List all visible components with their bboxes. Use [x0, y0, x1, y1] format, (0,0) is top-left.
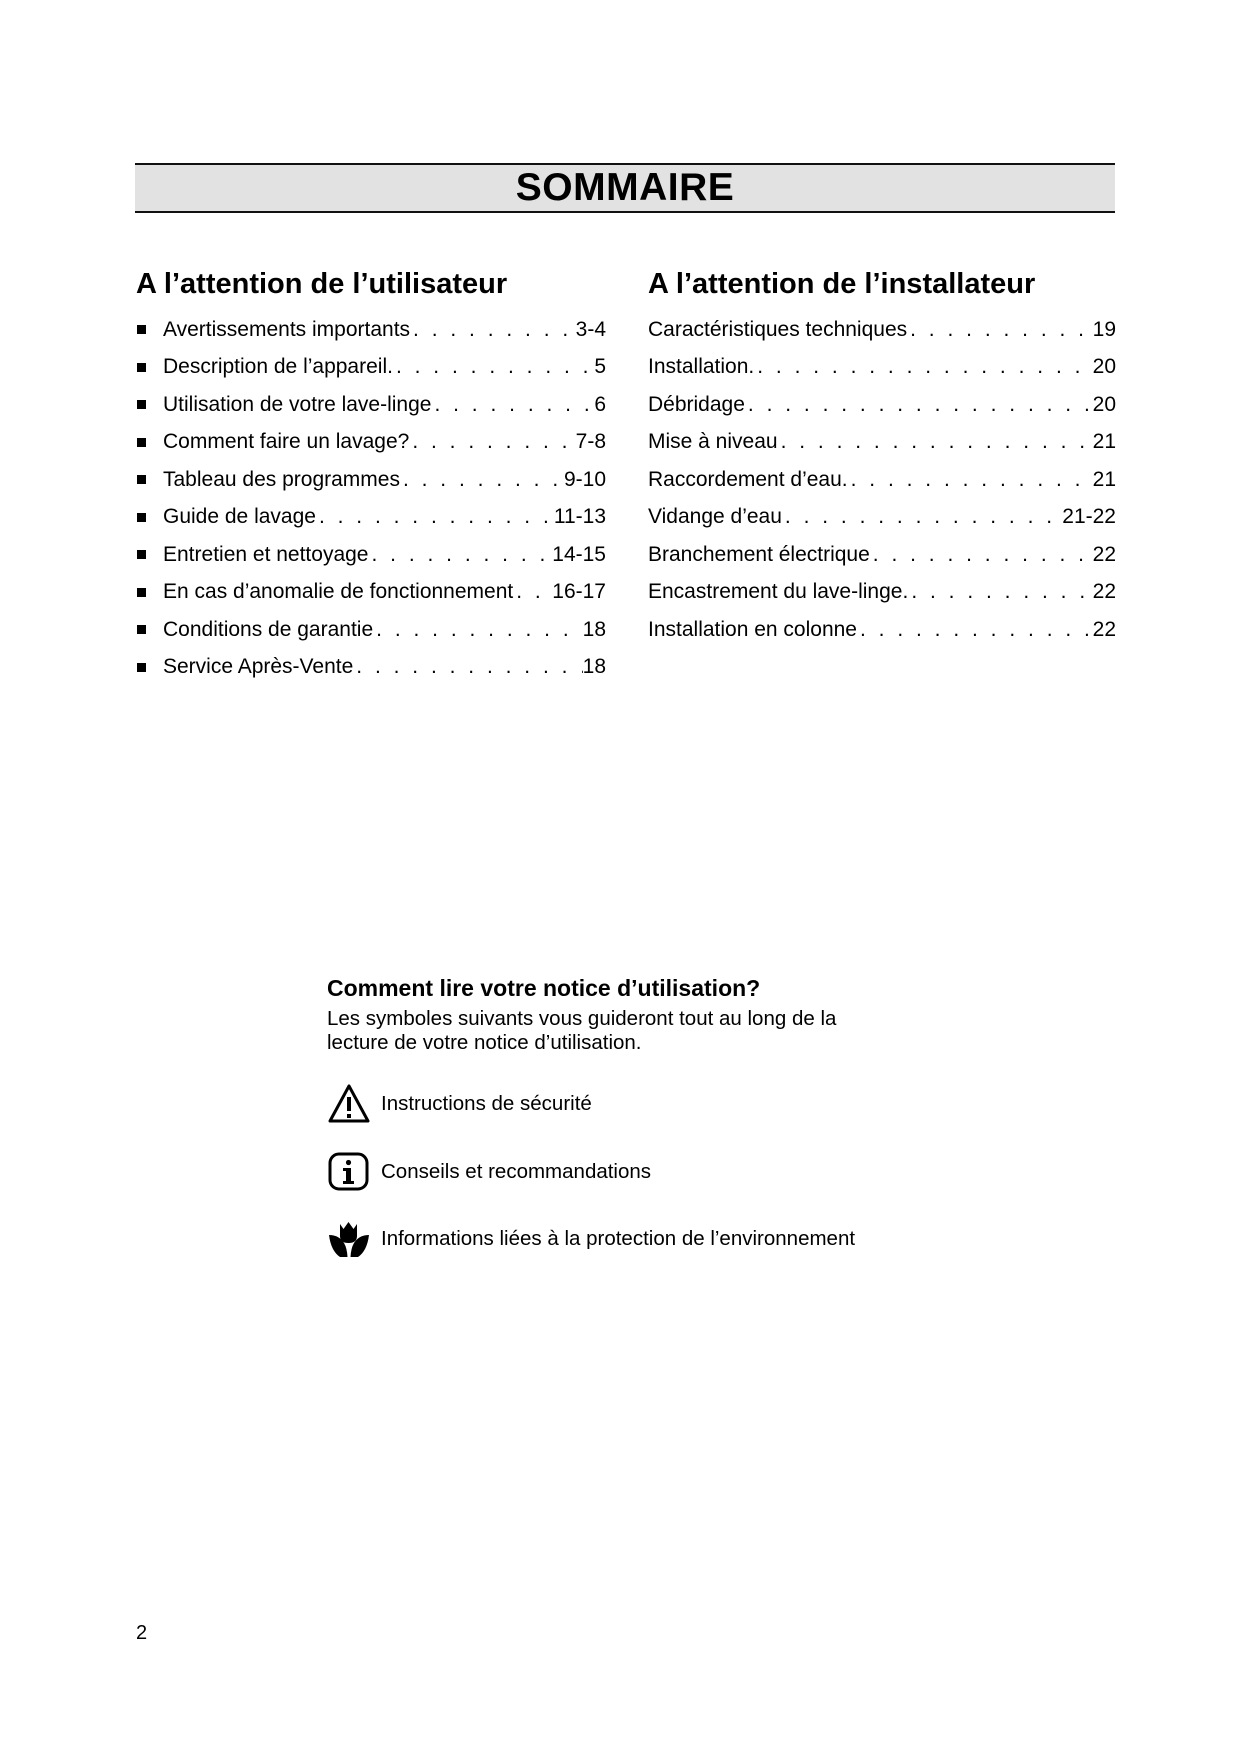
page-title: SOMMAIRE: [515, 166, 735, 209]
leader-dots: [745, 393, 1093, 417]
toc-label: Entretien et nettoyage: [163, 542, 369, 566]
toc-item: [136, 311, 606, 349]
toc-label: Caractéristiques techniques: [648, 317, 908, 341]
legend-label: Instructions de sécurité: [381, 1092, 592, 1115]
toc-page: 20: [1092, 355, 1116, 379]
bullet-icon: [137, 663, 146, 672]
legend-label: Informations liées à la protection de l’environnement: [381, 1227, 856, 1250]
toc-page: 9-10: [563, 467, 606, 491]
toc-item: [136, 461, 606, 499]
toc-label: En cas d’anomalie de fonctionnement: [163, 580, 514, 604]
info-icon: [327, 1151, 373, 1193]
toc-item: [136, 536, 606, 574]
toc-item: [136, 611, 606, 649]
user-section: [136, 266, 606, 686]
leader-dots: [907, 318, 1093, 342]
toc-item: [648, 311, 1118, 349]
toc-item: [648, 424, 1118, 462]
toc-label: Débridage: [648, 392, 745, 416]
toc-label: Mise à niveau: [648, 430, 778, 454]
leader-dots: [778, 430, 1093, 454]
bullet-icon: [137, 438, 146, 447]
bullet-icon: [137, 325, 146, 334]
bullet-icon: [137, 588, 146, 597]
toc-page: 20: [1092, 392, 1116, 416]
toc-page: 16-17: [552, 580, 606, 604]
leader-dots: [400, 468, 564, 492]
toc-item: [648, 461, 1118, 499]
toc-label: Tableau des programmes: [163, 467, 400, 491]
bullet-icon: [137, 400, 146, 409]
bullet-icon: [137, 625, 146, 634]
toc-page: 22: [1092, 617, 1116, 641]
toc-page: 3-4: [575, 317, 606, 341]
toc-label: Vidange d’eau: [648, 505, 782, 529]
leader-dots: [410, 318, 576, 342]
toc-page: 6: [594, 392, 606, 416]
toc-item: [136, 386, 606, 424]
toc-label: Description de l’appareil.: [163, 355, 393, 379]
bullet-icon: [137, 363, 146, 372]
toc-item: [648, 499, 1118, 537]
toc-page: 22: [1092, 580, 1116, 604]
bullet-icon: [137, 513, 146, 522]
title-bar: [135, 163, 1115, 213]
guide-heading: Comment lire votre notice d’utilisation?: [327, 975, 761, 1001]
leader-dots: [908, 580, 1092, 604]
toc-label: Branchement électrique: [648, 542, 870, 566]
toc-item: [136, 649, 606, 687]
legend-item-advice: [327, 1151, 651, 1193]
toc-page: 11-13: [553, 505, 606, 529]
installer-section: [648, 266, 1118, 649]
user-toc-list: [136, 311, 606, 686]
toc-item: [648, 386, 1118, 424]
page-number: 2: [136, 1622, 148, 1644]
leader-dots: [754, 355, 1092, 379]
toc-label: Encastrement du lave-linge.: [648, 580, 909, 604]
installer-section-heading: A l’attention de l’installateur: [648, 268, 1036, 300]
user-section-heading: A l’attention de l’utilisateur: [136, 268, 508, 300]
installer-toc-list: [648, 311, 1118, 649]
toc-item: [136, 574, 606, 612]
leader-dots: [513, 580, 552, 604]
toc-item: [136, 499, 606, 537]
leader-dots: [373, 618, 582, 642]
toc-item: [648, 611, 1118, 649]
toc-label: Avertissements importants: [163, 317, 411, 341]
toc-page: 14-15: [552, 542, 606, 566]
legend-item-safety: [327, 1083, 592, 1125]
warning-triangle-icon: [327, 1083, 373, 1125]
toc-page: 21-22: [1062, 505, 1116, 529]
leader-dots: [353, 655, 582, 679]
toc-label: Installation.: [648, 355, 755, 379]
toc-label: Conditions de garantie: [163, 617, 374, 641]
leader-dots: [782, 505, 1062, 529]
legend-item-environment: [327, 1218, 855, 1260]
environment-flower-icon: [327, 1218, 373, 1260]
reading-guide: [327, 973, 967, 1055]
toc-item: [648, 349, 1118, 387]
toc-item: [648, 536, 1118, 574]
toc-page: 18: [582, 655, 606, 679]
leader-dots: [870, 543, 1093, 567]
legend-label: Conseils et recommandations: [381, 1160, 652, 1183]
bullet-icon: [137, 550, 146, 559]
toc-item: [648, 574, 1118, 612]
leader-dots: [393, 355, 594, 379]
toc-page: 19: [1092, 317, 1116, 341]
leader-dots: [409, 430, 575, 454]
leader-dots: [368, 543, 552, 567]
toc-label: Comment faire un lavage?: [163, 430, 410, 454]
leader-dots: [848, 468, 1093, 492]
toc-page: 7-8: [575, 430, 606, 454]
guide-intro: Les symboles suivants vous guideront tout au long de la lecture de votre notice d’utilisation.: [327, 1007, 837, 1054]
toc-item: [136, 349, 606, 387]
toc-page: 21: [1092, 467, 1116, 491]
toc-page: 22: [1092, 542, 1116, 566]
bullet-icon: [137, 475, 146, 484]
toc-page: 18: [582, 617, 606, 641]
leader-dots: [316, 505, 554, 529]
leader-dots: [857, 618, 1093, 642]
toc-page: 21: [1092, 430, 1116, 454]
toc-item: [136, 424, 606, 462]
toc-page: 5: [594, 355, 606, 379]
toc-label: Guide de lavage: [163, 505, 316, 529]
leader-dots: [431, 393, 594, 417]
toc-label: Raccordement d’eau.: [648, 467, 848, 491]
toc-label: Installation en colonne: [648, 617, 857, 641]
toc-label: Utilisation de votre lave-linge: [163, 392, 432, 416]
toc-label: Service Après-Vente: [163, 655, 354, 679]
